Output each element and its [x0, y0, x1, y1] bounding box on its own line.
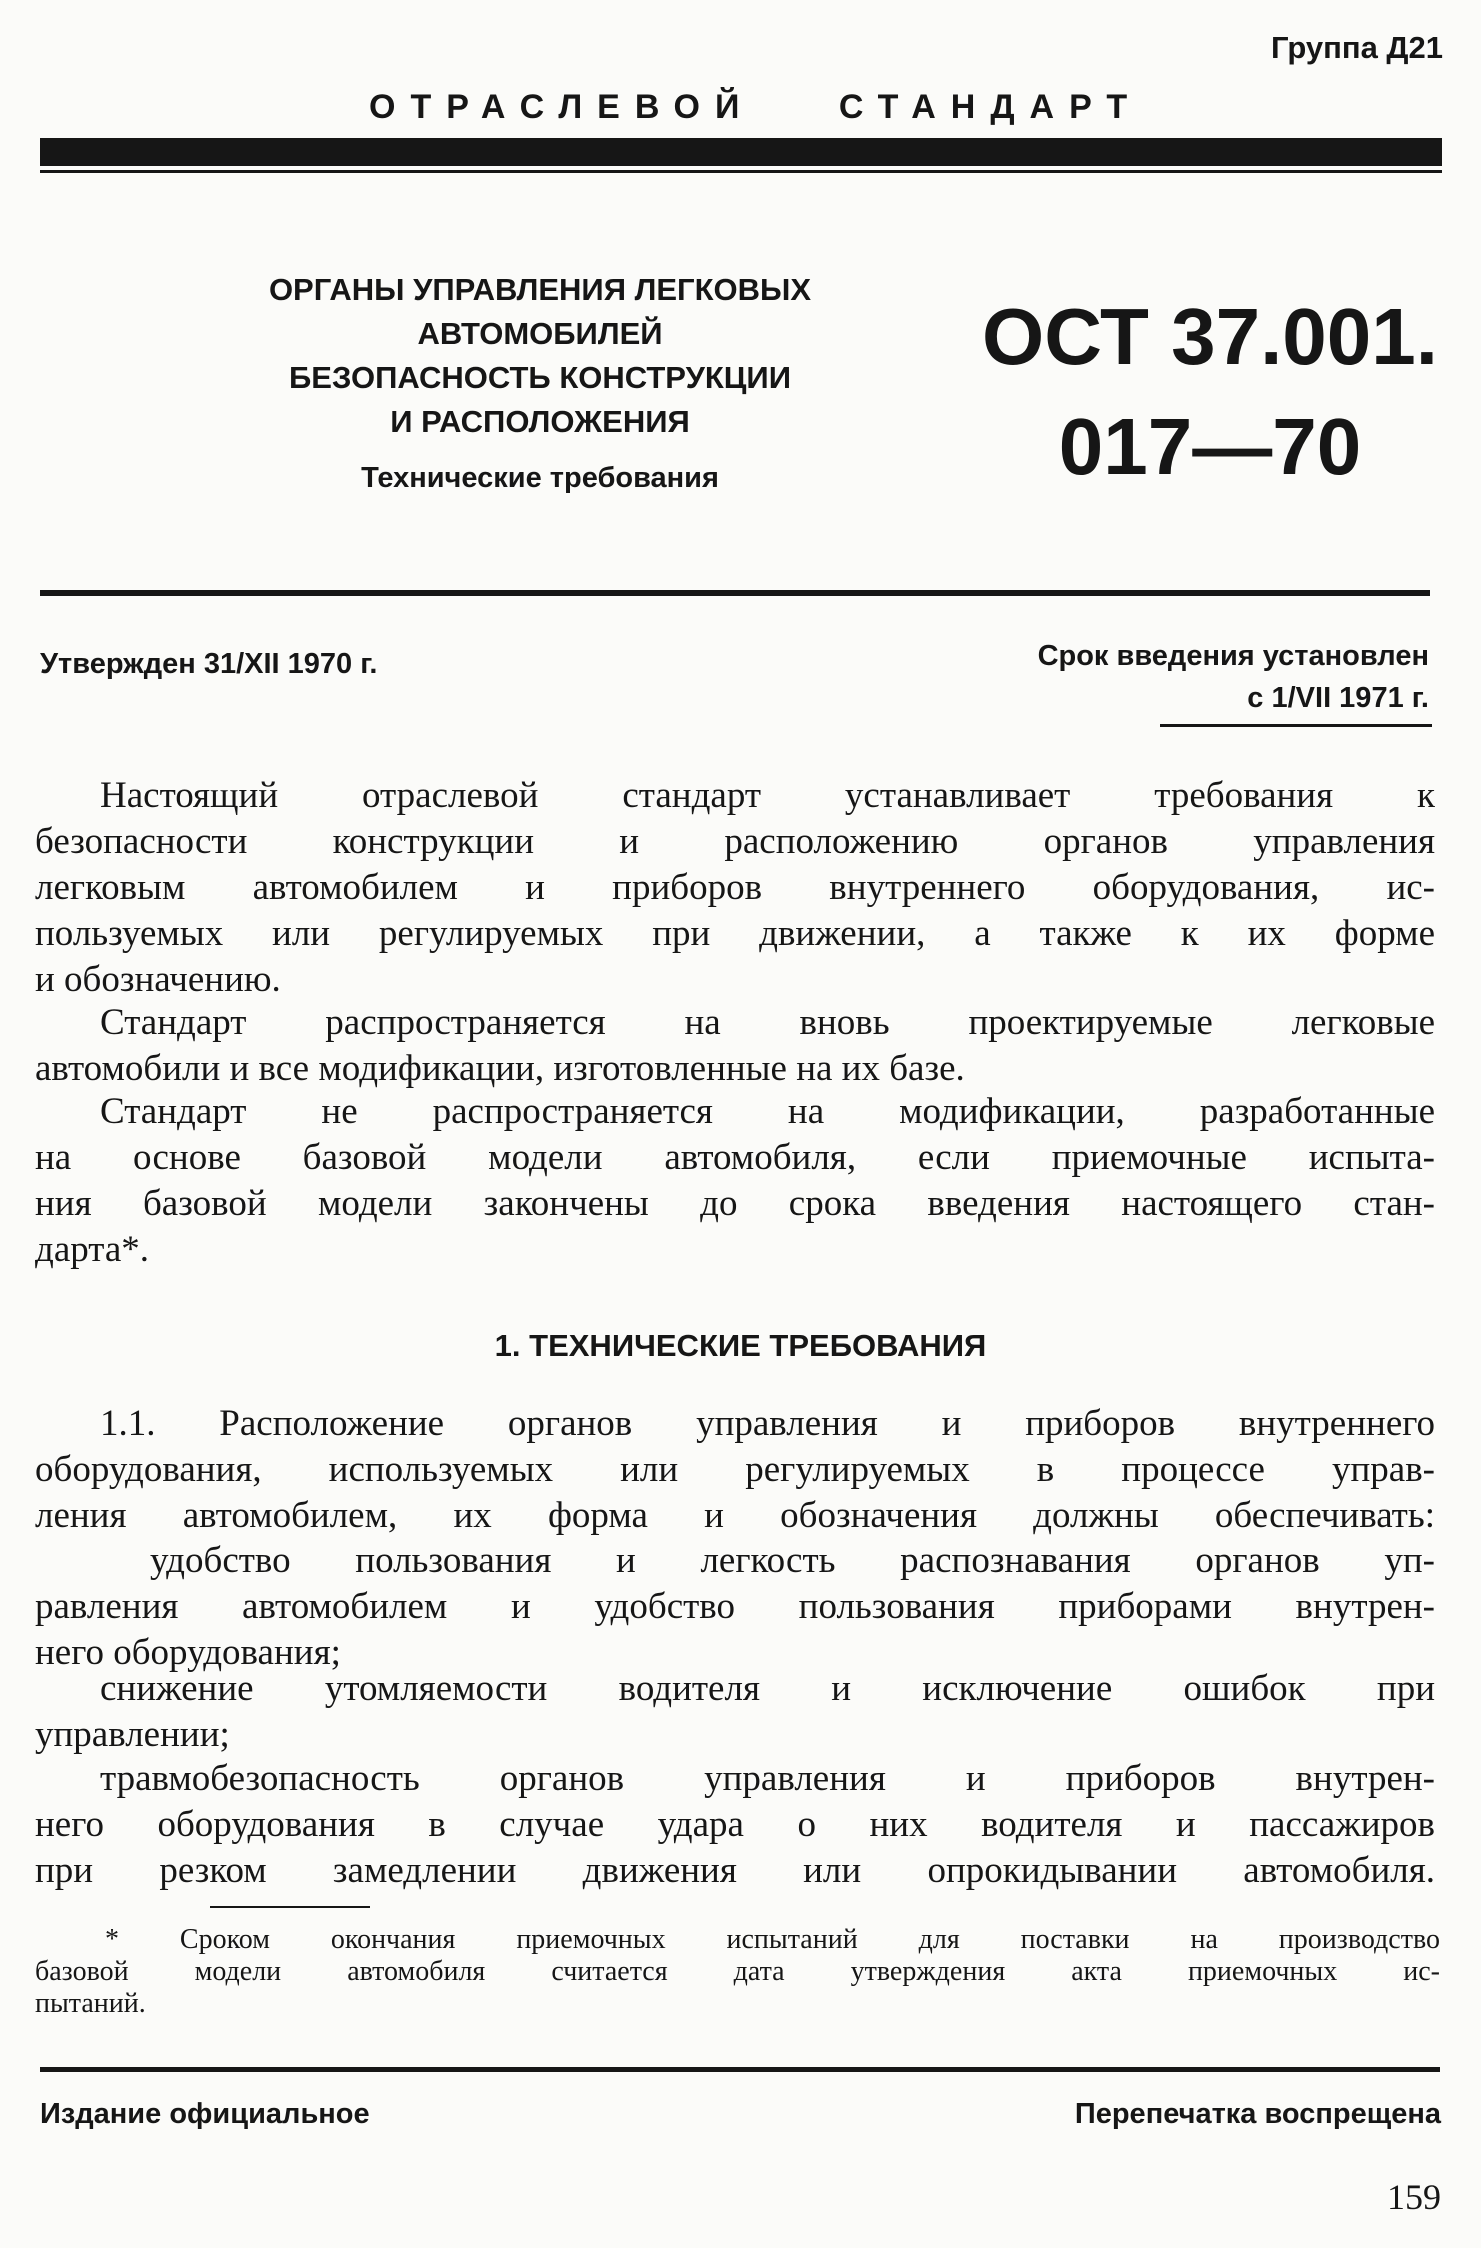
header-thin-rule: [40, 170, 1442, 173]
title-line: АВТОМОБИЛЕЙ: [417, 316, 663, 351]
intro-paragraph-1: [35, 773, 1435, 1003]
text-line: автомобили и все модификации, изготовленные на их базе.: [35, 1048, 965, 1089]
clause-item-2: [35, 1666, 1435, 1758]
text-line: него оборудования в случае удара о них водителя и пассажиров: [35, 1804, 1435, 1845]
footnote: [35, 1924, 1440, 2020]
standard-code-line-2: 017—70: [1058, 402, 1362, 491]
effective-date-label: Срок введения установлен: [1037, 640, 1429, 672]
footnote-line: базовой модели автомобиля считается дата утверждения акта приемочных ис-: [35, 1956, 1440, 1987]
group-label: Группа Д21: [1270, 30, 1443, 65]
text-line: дарта*.: [35, 1229, 150, 1270]
intro-paragraph-3: [35, 1089, 1435, 1273]
text-line: безопасности конструкции и расположению органов управления: [35, 821, 1435, 862]
reprint-note: Перепечатка воспрещена: [1074, 2098, 1441, 2130]
document-title: [190, 268, 890, 500]
text-line: легковым автомобилем и приборов внутреннего оборудования, ис-: [35, 867, 1435, 908]
clause-item-1: [35, 1538, 1435, 1676]
clause-1-1: [35, 1401, 1435, 1539]
text-line: удобство пользования и легкость распознавания органов уп-: [150, 1540, 1435, 1581]
clause-item-3: [35, 1756, 1435, 1894]
text-line: Стандарт не распространяется на модификации, разработанные: [100, 1091, 1435, 1132]
section-heading: 1. ТЕХНИЧЕСКИЕ ТРЕБОВАНИЯ: [494, 1328, 987, 1363]
standard-type-heading: ОТРАСЛЕВОЙ СТАНДАРТ: [369, 88, 1143, 126]
text-line: него оборудования;: [35, 1632, 341, 1673]
title-line: ОРГАНЫ УПРАВЛЕНИЯ ЛЕГКОВЫХ: [268, 272, 812, 307]
text-line: Настоящий отраслевой стандарт устанавливает требования к: [100, 775, 1435, 816]
standard-code: [980, 282, 1440, 502]
text-line: и обозначению.: [35, 959, 281, 1000]
title-line: БЕЗОПАСНОСТЬ КОНСТРУКЦИИ: [289, 360, 791, 395]
footnote-divider: [210, 1906, 370, 1908]
text-line: при резком замедлении движения или опрокидывании автомобиля.: [35, 1850, 1435, 1891]
page-number: 159: [1387, 2177, 1441, 2217]
text-line: снижение утомляемости водителя и исключение ошибок при: [100, 1668, 1435, 1709]
text-line: 1.1. Расположение органов управления и приборов внутреннего: [100, 1403, 1435, 1444]
footer-rule: [40, 2067, 1440, 2072]
text-line: ления автомобилем, их форма и обозначения должны обеспечивать:: [35, 1495, 1435, 1536]
effective-date-underline: [1160, 724, 1432, 727]
effective-date-value: с 1/VII 1971 г.: [1247, 682, 1429, 714]
title-divider: [40, 590, 1430, 596]
title-subtitle: Технические требования: [361, 462, 719, 494]
text-line: на основе базовой модели автомобиля, если приемочные испыта-: [35, 1137, 1435, 1178]
edition-note: Издание официальное: [40, 2098, 370, 2130]
text-line: травмобезопасность органов управления и приборов внутрен-: [100, 1758, 1435, 1799]
title-line: И РАСПОЛОЖЕНИЯ: [390, 404, 690, 439]
footnote-line: * Сроком окончания приемочных испытаний для поставки на производство: [105, 1924, 1440, 1955]
text-line: ния базовой модели закончены до срока введения настоящего стан-: [35, 1183, 1435, 1224]
text-line: оборудования, используемых или регулируемых в процессе управ-: [35, 1449, 1435, 1490]
approval-date: Утвержден 31/XII 1970 г.: [40, 648, 378, 680]
text-line: пользуемых или регулируемых при движении, а также к их форме: [35, 913, 1435, 954]
intro-paragraph-2: [35, 1000, 1435, 1092]
footnote-line: пытаний.: [35, 1988, 146, 2019]
text-line: управлении;: [35, 1714, 230, 1755]
text-line: равления автомобилем и удобство пользования приборами внутрен-: [35, 1586, 1435, 1627]
header-thick-rule: [40, 138, 1442, 166]
standard-code-line-1: ОСТ 37.001.: [981, 292, 1438, 381]
text-line: Стандарт распространяется на вновь проектируемые легковые: [100, 1002, 1435, 1043]
